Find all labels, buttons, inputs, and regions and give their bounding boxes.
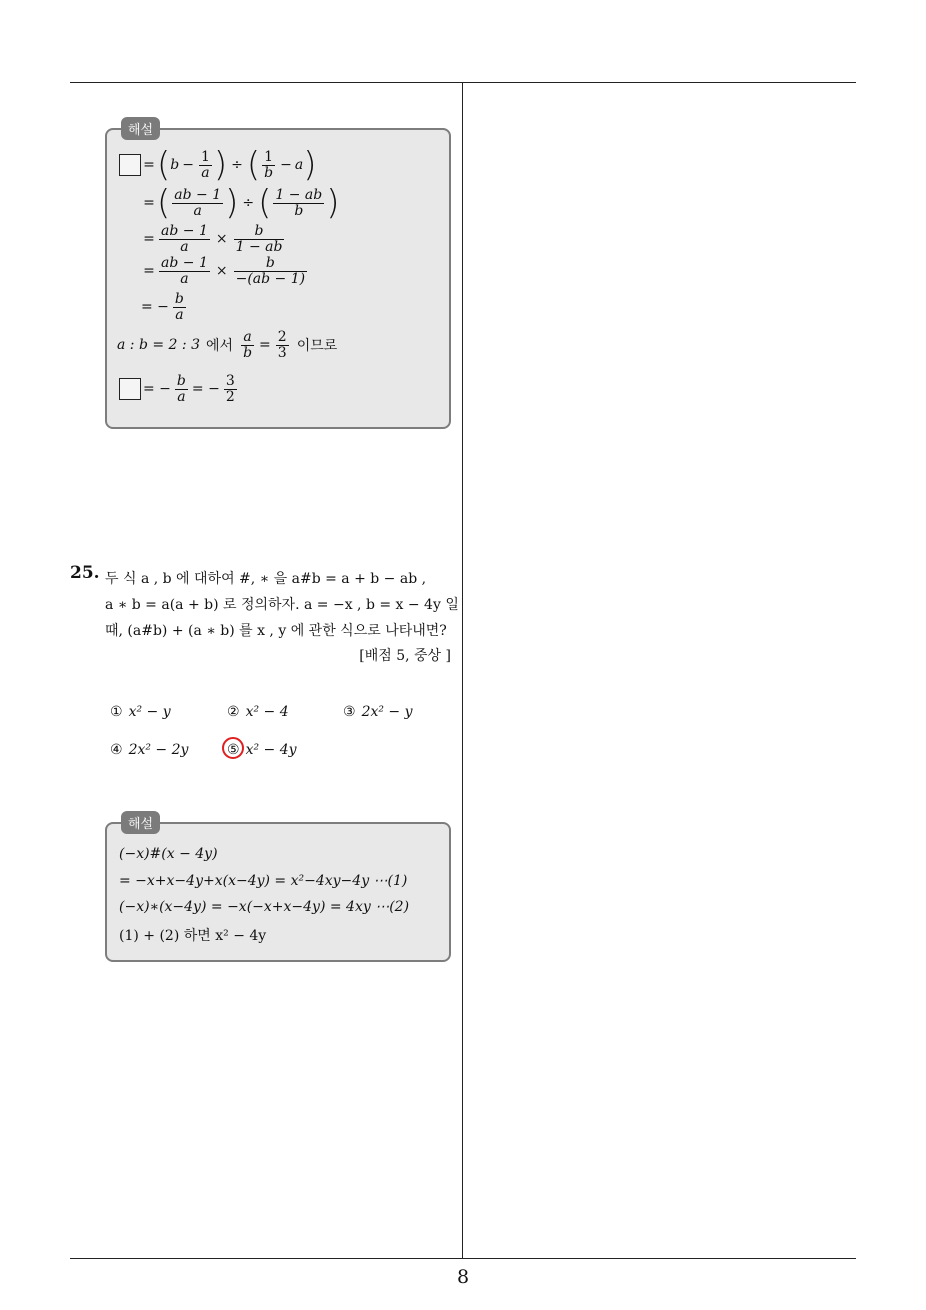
solution2-line-2: = −x+x−4y+x(x−4y) = x²−4xy−4y ⋯(1) — [119, 873, 408, 889]
question-line-3: 때, (a#b) + (a ∗ b) 를 x , y 에 관한 식으로 나타내면? — [105, 623, 447, 639]
choice-1[interactable]: ① x² − y — [110, 704, 171, 720]
fraction: $\frac{ab - 1}{a}$ — [174, 186, 222, 219]
fraction: $\frac{b}{1 - ab}$ — [235, 223, 283, 255]
fraction: $\frac{3}{2}$ — [225, 373, 235, 405]
choice-2[interactable]: ② x² − 4 — [227, 704, 289, 720]
fraction: $\frac{b}{a}$ — [176, 373, 186, 405]
top-rule — [70, 82, 856, 83]
question-line-2: a ∗ b = a(a + b) 로 정의하자. a = −x , b = x − 4y 일 — [105, 597, 459, 613]
solution-row-5: = − $\frac{b}{a}$ — [141, 291, 184, 323]
choice-4[interactable]: ④ 2x² − 2y — [110, 742, 189, 758]
column-divider — [462, 82, 463, 1259]
final-row: = − $\frac{b}{a}$ = − $\frac{3}{2}$ — [119, 374, 239, 404]
fraction: $\frac{b}{-(ab - 1)}$ — [235, 255, 306, 287]
ratio-row: a : b = 2 : 3 에서 $\frac{a}{b}$ = $\frac{2}{3}$ 이므로 — [117, 329, 338, 361]
solution-row-1: = ( b − $\frac{1}{a}$ ) ÷ ( $\frac{1}{b}$ − a ) — [119, 148, 316, 182]
fraction: $\frac{2}{3}$ — [277, 329, 287, 361]
question-line-1: 두 식 a , b 에 대하여 #, ∗ 을 a#b = a + b − ab , — [105, 571, 427, 587]
solution-row-4: = $\frac{ab - 1}{a}$ × $\frac{b}{-(ab - 1)}$ — [143, 255, 306, 287]
fraction: $\frac{b}{a}$ — [174, 291, 184, 323]
solution-label: 해설 — [121, 811, 160, 834]
fraction: $\frac{1}{b}$ — [264, 148, 274, 181]
question-points: [배점 5, 중상 ] — [359, 648, 451, 664]
answer-circle-mark — [222, 737, 244, 759]
solution-box-2 — [105, 817, 451, 962]
choice-3[interactable]: ③ 2x² − y — [343, 704, 413, 720]
solution2-line-1: (−x)#(x − 4y) — [119, 846, 218, 862]
fraction: $\frac{ab - 1}{a}$ — [161, 223, 208, 255]
fraction: $\frac{1 - ab}{b}$ — [275, 186, 323, 219]
answer-blank-box — [119, 154, 141, 176]
solution-label: 해설 — [121, 117, 160, 140]
solution-box-1 — [105, 123, 451, 429]
fraction: $\frac{1}{a}$ — [200, 148, 210, 181]
bottom-rule — [70, 1258, 856, 1259]
solution2-line-4: (1) + (2) 하면 x² − 4y — [119, 928, 267, 944]
solution2-line-3: (−x)∗(x−4y) = −x(−x+x−4y) = 4xy ⋯(2) — [119, 899, 410, 915]
fraction: $\frac{ab - 1}{a}$ — [161, 255, 208, 287]
solution-row-2: = ( $\frac{ab - 1}{a}$ ) ÷ ( $\frac{1 - ab}{b}$ ) — [143, 183, 340, 223]
answer-blank-box — [119, 378, 141, 400]
page-number: 8 — [456, 1266, 470, 1288]
fraction: $\frac{a}{b}$ — [243, 329, 253, 361]
choice-5[interactable]: ⑤ x² − 4y — [227, 742, 297, 758]
solution-row-3: = $\frac{ab - 1}{a}$ × $\frac{b}{1 - ab}$ — [143, 223, 283, 255]
question-number: 25. — [70, 563, 100, 583]
